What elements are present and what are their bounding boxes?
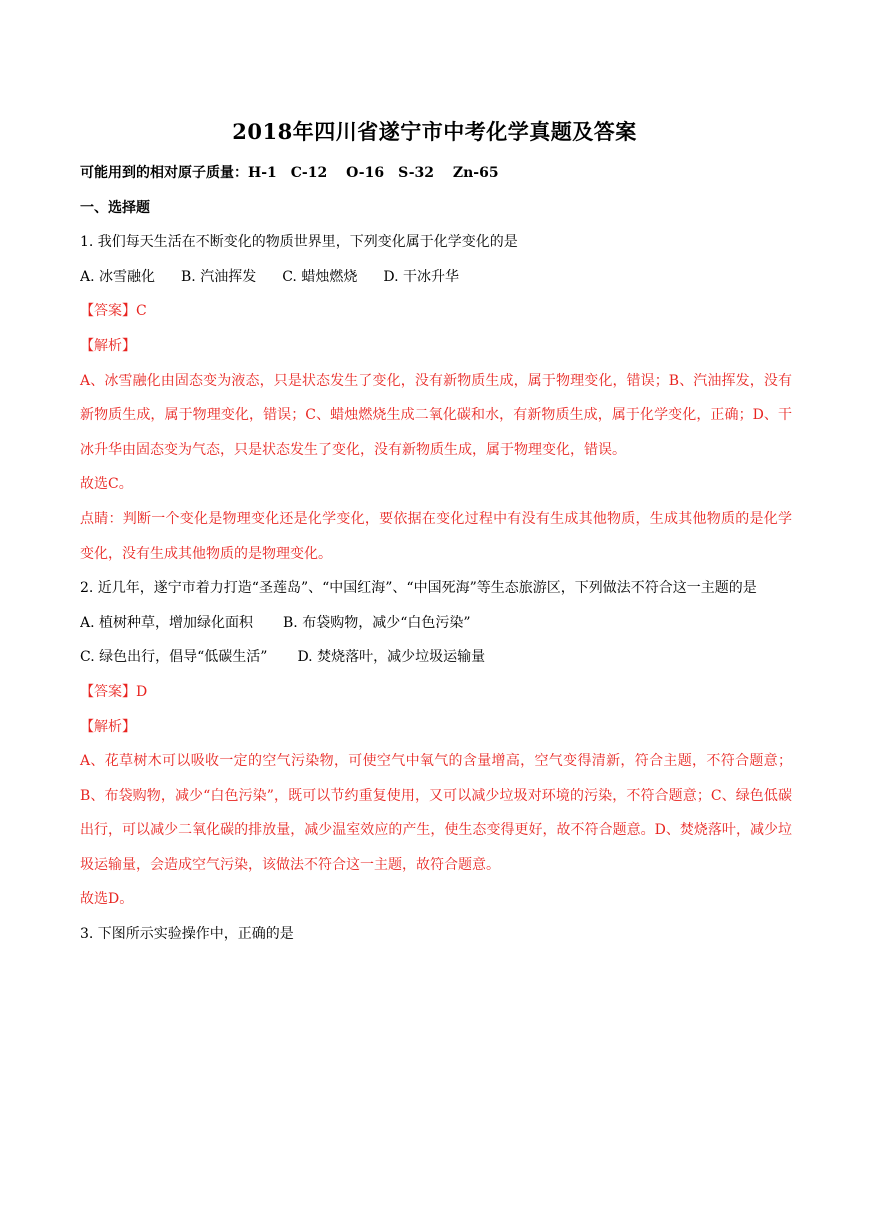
question-1 (80, 225, 792, 571)
analysis-label: 【解析】 (80, 337, 136, 354)
question-options (80, 260, 792, 295)
analysis-label: 【解析】 (80, 718, 136, 735)
section-heading: 一、选择题 (80, 199, 150, 216)
option-c: C. 绿色出行，倡导“低碳生活” (80, 649, 268, 666)
question-options (80, 640, 792, 675)
question-stem: 1. 我们每天生活在不断变化的物质世界里，下列变化属于化学变化的是 (80, 234, 518, 251)
question-stem: 2. 近几年，遂宁市着力打造“圣莲岛”、“中国红海”、“中国死海”等生态旅游区，下列做法不符合这一主题的是 (80, 580, 757, 597)
analysis-tip: 点睛：判断一个变化是物理变化还是化学变化，要依据在变化过程中有没有生成其他物质，生成其他物质的是化学变化，没有生成其他物质的是物理变化。 (80, 510, 792, 562)
option-d: D. 焚烧落叶，减少垃圾运输量 (297, 649, 486, 666)
answer-value: C (136, 303, 147, 320)
answer-label: 【答案】 (80, 683, 136, 700)
analysis-text: A、花草树木可以吸收一定的空气污染物，可使空气中氧气的含量增高，空气变得清新，符合主题，不符合题意；B、布袋购物，减少“白色污染”，既可以节约重复使用，又可以减少垃圾对环境的污染，不符合题意；C、绿色低碳出行，可以减少二氧化碳的排放量，减少温室效应的产生，使生态变得更好，故不符合题意。D、焚烧落叶，减少垃圾运输量，会造成空气污染，该做法不符合这一主题，故符合题意。 (80, 753, 792, 873)
question-stem: 3. 下图所示实验操作中，正确的是 (80, 926, 294, 943)
option-c: C. 蜡烛燃烧 (282, 268, 358, 285)
answer-line (80, 294, 792, 329)
question-options (80, 606, 792, 641)
document-body (80, 156, 792, 952)
answer-value: D (136, 683, 148, 700)
option-b: B. 布袋购物，减少“白色污染” (283, 614, 471, 631)
document-title: 2018年四川省遂宁市中考化学真题及答案 (232, 119, 637, 144)
option-a: A. 植树种草，增加绿化面积 (80, 614, 254, 631)
option-b: B. 汽油挥发 (181, 268, 257, 285)
atomic-masses-note: 可能用到的相对原子质量：H-1 C-12 O-16 S-32 Zn-65 (80, 165, 499, 181)
option-a: A. 冰雪融化 (80, 268, 156, 285)
analysis-conclusion: 故选C。 (80, 476, 133, 493)
question-3 (80, 917, 792, 952)
question-2 (80, 571, 792, 917)
analysis-text: A、冰雪融化由固态变为液态，只是状态发生了变化，没有新物质生成，属于物理变化，错误；B、汽油挥发，没有新物质生成，属于物理变化，错误；C、蜡烛燃烧生成二氧化碳和水，有新物质生成，属于化学变化，正确；D、干冰升华由固态变为气态，只是状态发生了变化，没有新物质生成，属于物理变化，错误。 (80, 372, 792, 458)
answer-label: 【答案】 (80, 303, 136, 320)
analysis-conclusion: 故选D。 (80, 891, 134, 908)
option-d: D. 干冰升华 (383, 268, 459, 285)
answer-line (80, 675, 792, 710)
